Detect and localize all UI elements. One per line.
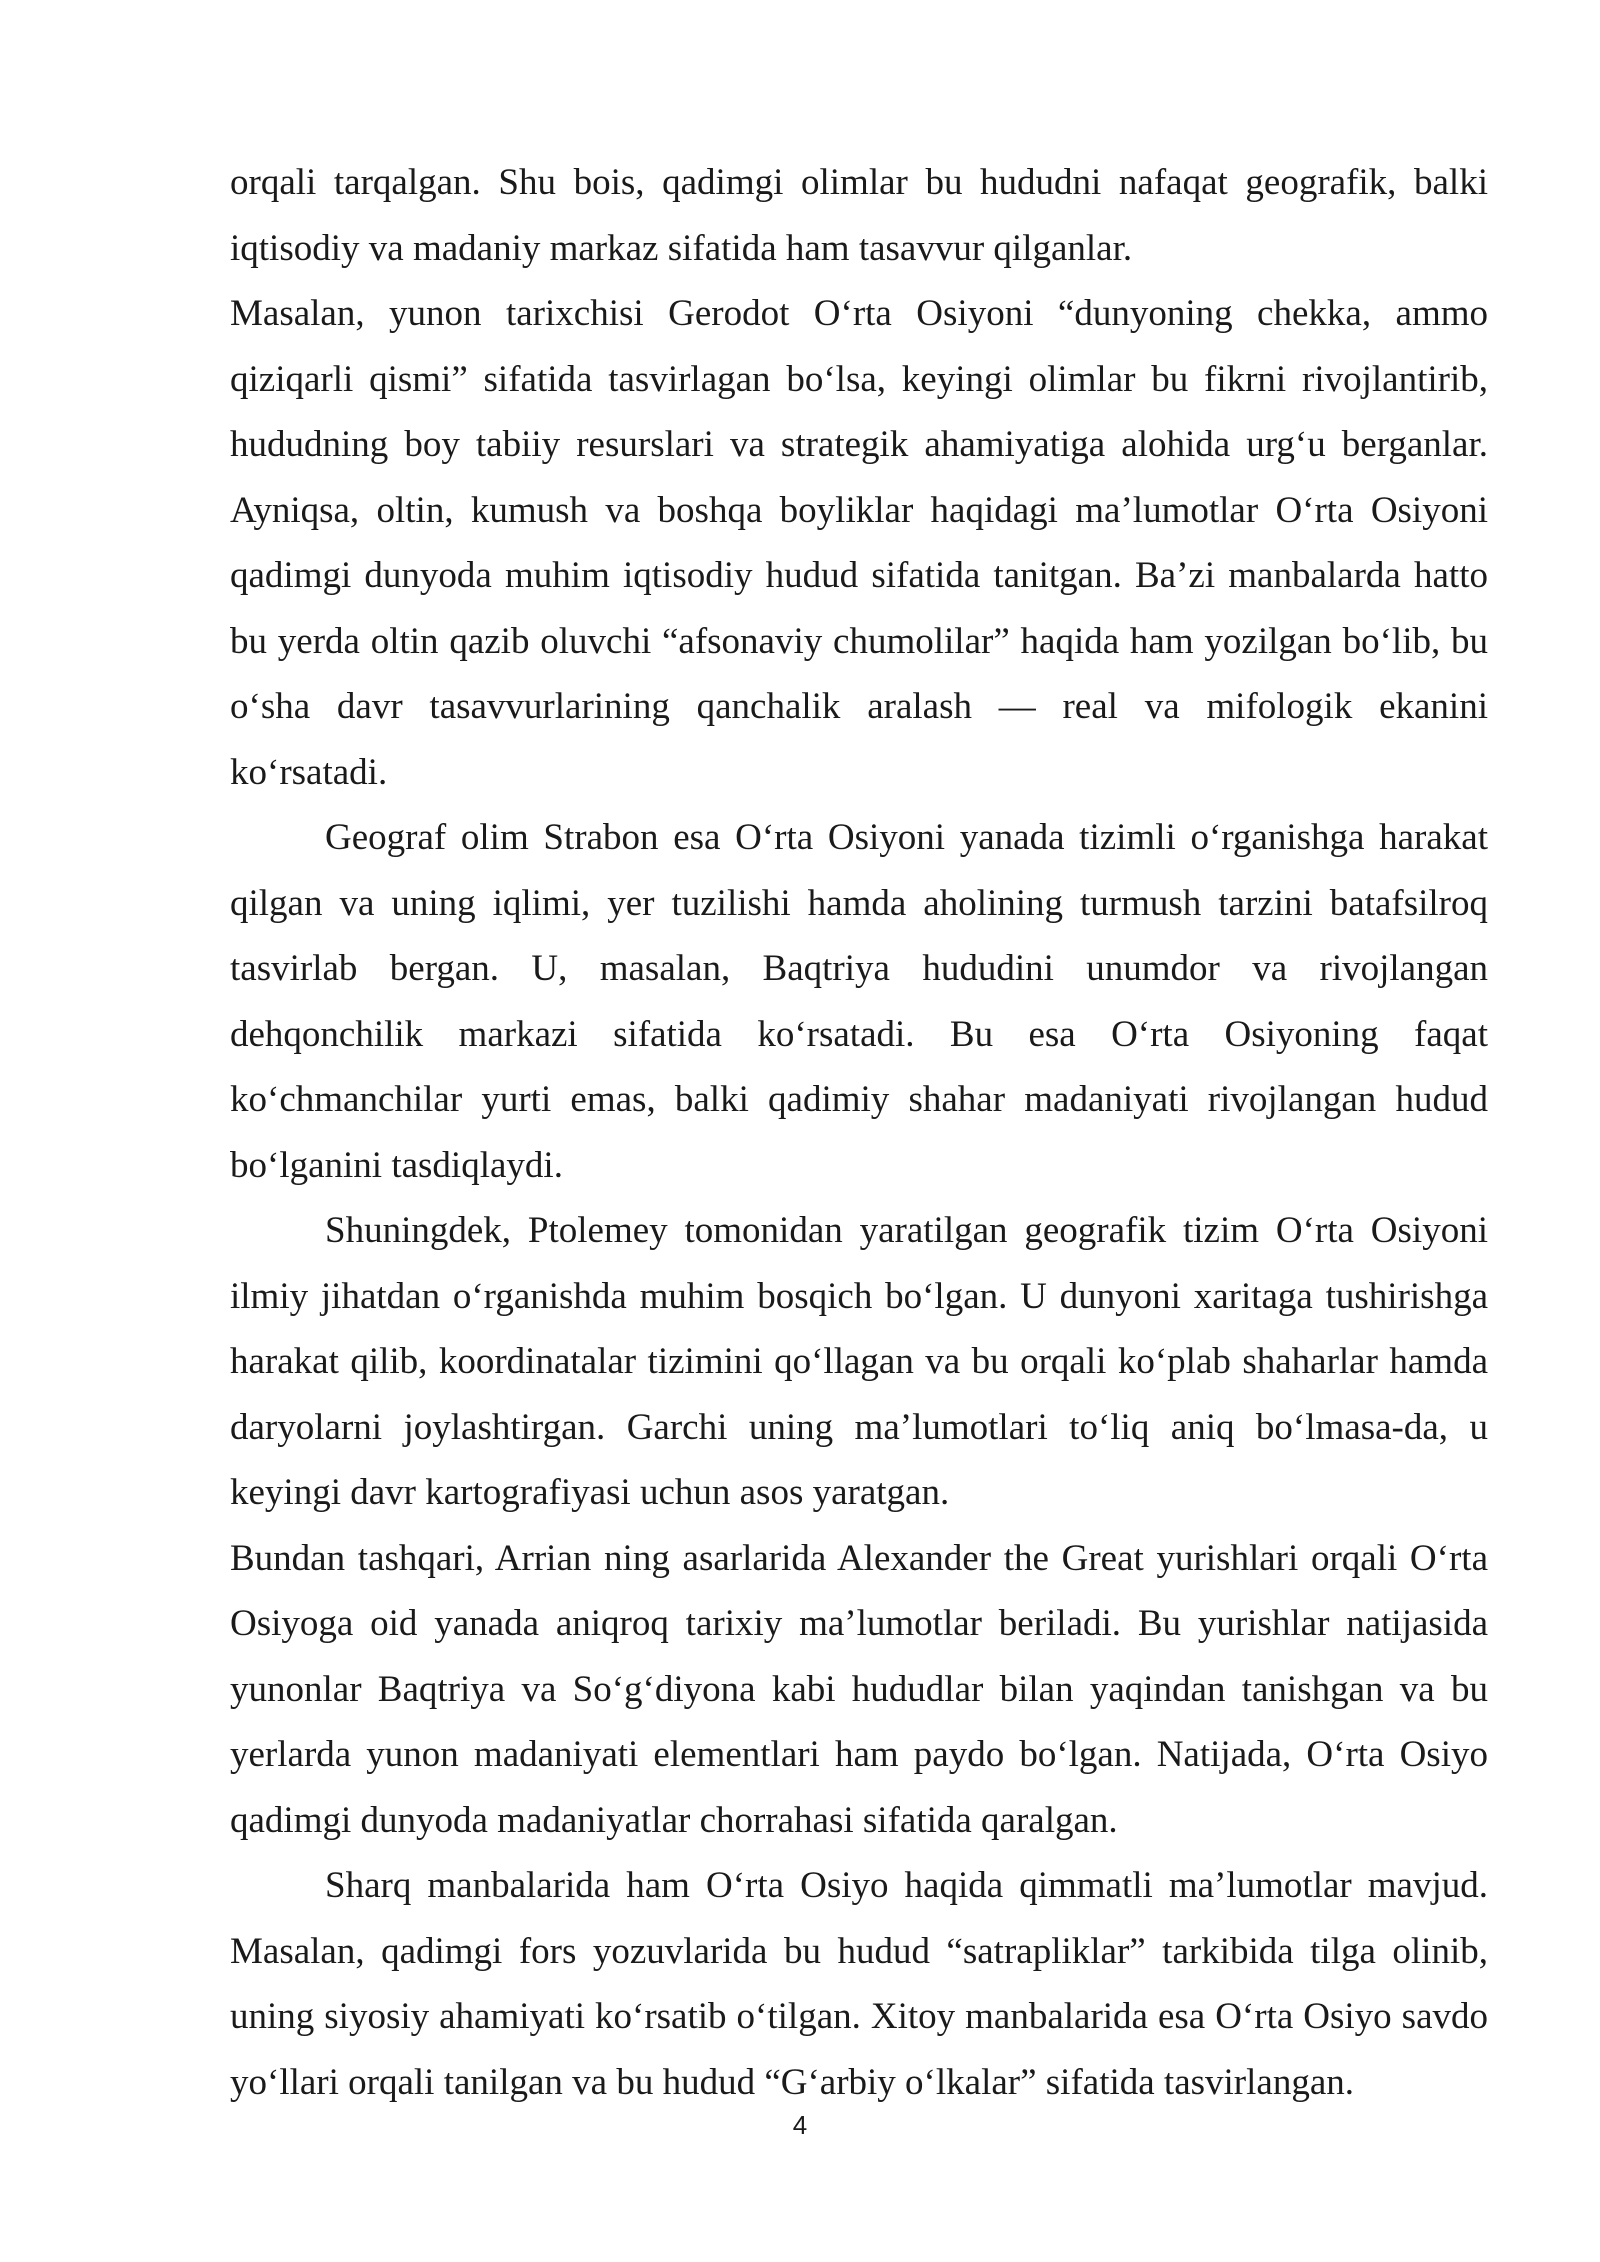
paragraph-2: Masalan, yunon tarixchisi Gerodot O‘rta Osiyoni “dunyoning chekka, ammo qiziqarli qismi” sifatida tasvirlagan bo‘lsa, keyingi olimlar bu fikrni rivojlantirib, hududning boy tabiiy resurslari va strategik ahamiyatiga alohida urg‘u berganlar. Ayniqsa, oltin, kumush va boshqa boyliklar haqidagi ma’lumotlar O‘rta Osiyoni qadimgi dunyoda muhim iqtisodiy hudud sifatida tanitgan. Ba’zi manbalarda hatto bu yerda oltin qazib oluvchi “afsonaviy chumolilar” haqida ham yozilgan bo‘lib, bu o‘sha davr tasavvurlarining qanchalik aralash — real va mifologik ekanini ko‘rsatadi. xyxy=(230,293,1488,793)
paragraph-6: Sharq manbalarida ham O‘rta Osiyo haqida qimmatli ma’lumotlar mavjud. Masalan, qadimgi fors yozuvlarida bu hudud “satrapliklar” tarkibida tilga olinib, uning siyosiy ahamiyati ko‘rsatib o‘tilgan. Xitoy manbalarida esa O‘rta Osiyo savdo yo‘llari orqali tanilgan va bu hudud “G‘arbiy o‘lkalar” sifatida tasvirlangan. xyxy=(230,1865,1488,2103)
page-number: 4 xyxy=(792,2110,808,2140)
paragraph-1: orqali tarqalgan. Shu bois, qadimgi olimlar bu hududni nafaqat geografik, balki iqtisodiy va madaniy markaz sifatida ham tasavvur qilganlar. xyxy=(230,162,1488,269)
paragraph-3: Geograf olim Strabon esa O‘rta Osiyoni yanada tizimli o‘rganishga harakat qilgan va uning iqlimi, yer tuzilishi hamda aholining turmush tarzini batafsilroq tasvirlab bergan. U, masalan, Baqtriya hududini unumdor va rivojlangan dehqonchilik markazi sifatida ko‘rsatadi. Bu esa O‘rta Osiyoning faqat ko‘chmanchilar yurti emas, balki qadimiy shahar madaniyati rivojlangan hudud bo‘lganini tasdiqlaydi. xyxy=(230,817,1488,1186)
paragraph-5: Bundan tashqari, Arrian ning asarlarida Alexander the Great yurishlari orqali O‘rta Osiyoga oid yanada aniqroq tarixiy ma’lumotlar beriladi. Bu yurishlar natijasida yunonlar Baqtriya va So‘g‘diyona kabi hududlar bilan yaqindan tanishgan va bu yerlarda yunon madaniyati elementlari ham paydo bo‘lgan. Natijada, O‘rta Osiyo qadimgi dunyoda madaniyatlar chorrahasi sifatida qaralgan. xyxy=(230,1537,1488,1841)
paragraph-4: Shuningdek, Ptolemey tomonidan yaratilgan geografik tizim O‘rta Osiyoni ilmiy jihatdan o‘rganishda muhim bosqich bo‘lgan. U dunyoni xaritaga tushirishga harakat qilib, koordinatalar tizimini qo‘llagan va bu orqali ko‘plab shaharlar hamda daryolarni joylashtirgan. Garchi uning ma’lumotlari to‘liq aniq bo‘lmasa-da, u keyingi davr kartografiyasi uchun asos yaratgan. xyxy=(230,1210,1488,1513)
document-body xyxy=(230,150,1488,2115)
